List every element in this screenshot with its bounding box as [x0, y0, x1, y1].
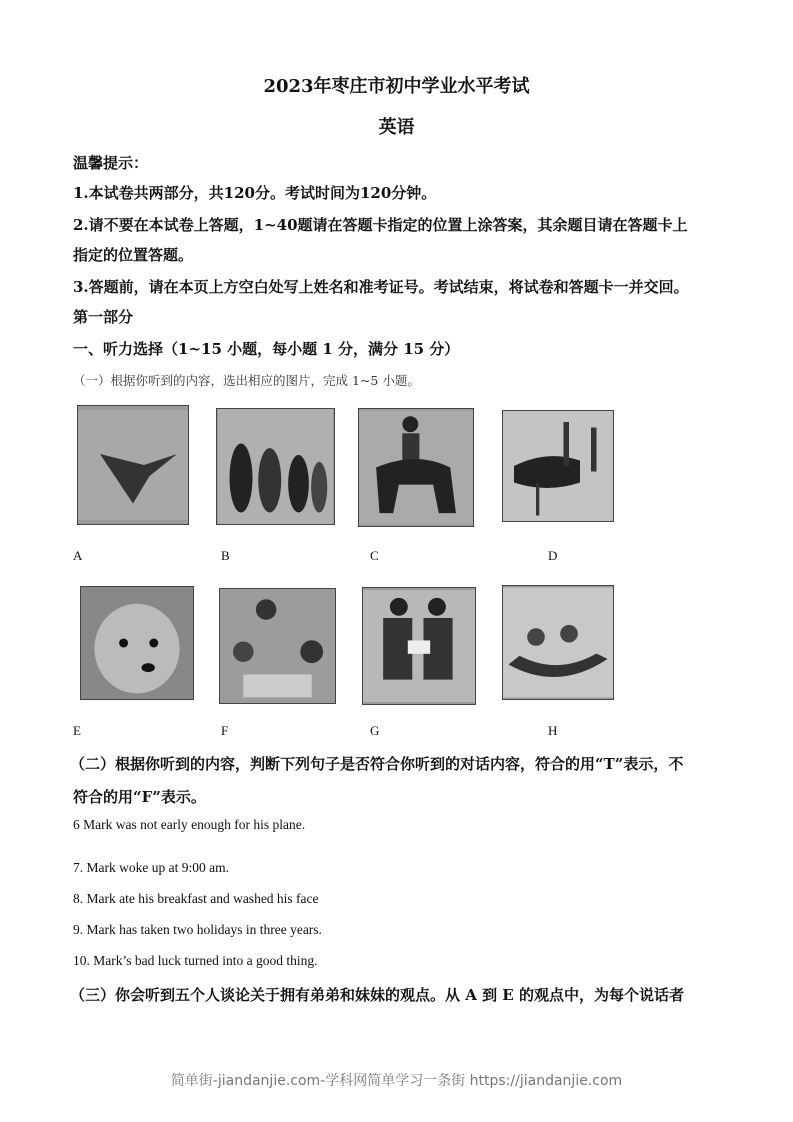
question-item: 9. Mark has taken two holidays in three years. — [73, 922, 322, 937]
section-heading: 一、听力选择（1~15 小题，每小题 1 分，满分 15 分） — [73, 340, 460, 358]
family-dinner-image — [219, 588, 336, 704]
notice-heading: 温馨提示： — [73, 154, 149, 172]
notice-item: 2.请不要在本试卷上答题，1~40题请在答题卡指定的位置上涂答案，其余题目请在答题卡上 — [73, 216, 688, 234]
penguins-image — [216, 408, 335, 525]
picture-label: B — [221, 548, 230, 563]
horse-rider-image — [358, 408, 474, 527]
exam-title: 2023年枣庄市初中学业水平考试 — [263, 76, 530, 97]
boat-image — [502, 585, 614, 700]
picture-label: G — [370, 723, 380, 738]
footer-watermark: 简单街-jiandanjie.com-学科网简单学习一条街 https://jiandanjie.com — [170, 1073, 623, 1089]
question-item: 6 Mark was not early enough for his plane. — [73, 817, 306, 832]
notice-item: 1.本试卷共两部分，共120分。考试时间为120分钟。 — [73, 184, 437, 202]
two-boys-reading-image — [362, 587, 476, 705]
part-heading: 第一部分 — [73, 308, 134, 326]
subsection-instruction: （二）根据你听到的内容，判断下列句子是否符合你听到的对话内容，符合的用“T”表示，不 — [70, 755, 684, 773]
notice-item: 3.答题前，请在本页上方空白处写上姓名和准考证号。考试结束，将试卷和答题卡一并交回。 — [73, 278, 689, 296]
ostriches-image — [502, 410, 614, 522]
picture-label: F — [221, 723, 229, 738]
picture-label: D — [548, 548, 558, 563]
subsection-instruction: 符合的用“F”表示。 — [73, 788, 206, 806]
subject-title: 英语 — [378, 117, 415, 138]
picture-label: A — [73, 548, 83, 563]
subsection-instruction: （三）你会听到五个人谈论关于拥有弟弟和妹妹的观点。从 A 到 E 的观点中，为每个说话者 — [70, 986, 684, 1004]
dog-image — [80, 586, 194, 700]
question-item: 10. Mark’s bad luck turned into a good thing. — [73, 953, 318, 968]
picture-label: C — [370, 548, 379, 563]
question-item: 8. Mark ate his breakfast and washed his face — [73, 891, 319, 906]
subsection-instruction: （一）根据你听到的内容，选出相应的图片，完成 1~5 小题。 — [73, 373, 420, 388]
picture-label: H — [548, 723, 558, 738]
notice-item: 指定的位置答题。 — [73, 246, 194, 264]
hummingbird-image — [77, 405, 189, 525]
picture-label: E — [73, 723, 81, 738]
question-item: 7. Mark woke up at 9:00 am. — [73, 860, 229, 875]
